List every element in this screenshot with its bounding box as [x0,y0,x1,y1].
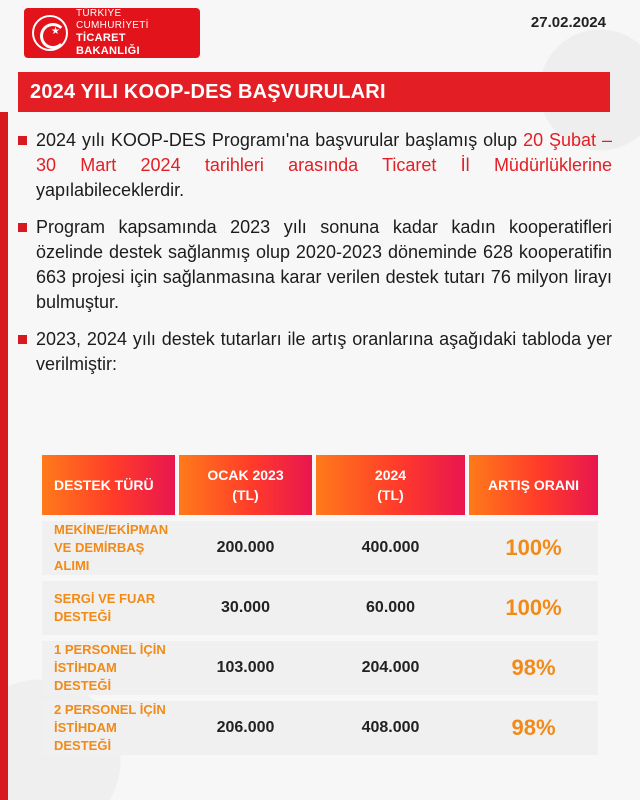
increase-rate-cell: 100% [505,595,562,620]
support-type-line: DESTEĞİ [54,609,112,624]
table-header-row [42,455,598,515]
support-type-cell [42,701,175,755]
amount-2023-cell: 200.000 [216,539,275,556]
header-label: DESTEK TÜRÜ [54,477,154,493]
header-label: 2024 [374,467,407,483]
support-type-line: İSTİHDAM DESTEĞİ [54,720,117,753]
column-header-support-type [42,455,175,515]
logo-line-1: TÜRKİYE CUMHURİYETİ [76,7,149,31]
amount-2023-cell: 206.000 [216,719,275,736]
support-type-line: 1 PERSONEL İÇİN [54,642,166,657]
support-type-line: MEKİNE/EKİPMAN [54,522,169,537]
bullet-item [14,327,612,377]
support-type-line: İSTİHDAM DESTEĞİ [54,660,117,693]
table-row [42,521,598,575]
bullet-text: Program kapsamında 2023 yılı sonuna kadar kadın kooperatifleri özelinde destek sağlanmış olup 2020-2023 döneminde 628 kooperatifin 663 projesi için sağlanmasına karar verilen destek tutarı 76 milyon lirayı bulmuştur. [36,217,612,312]
bullet-text-part: yapılabileceklerdir. [36,180,185,200]
header-unit: (TL) [377,487,404,503]
increase-rate-cell: 98% [511,715,556,740]
logo-line-2: TİCARET BAKANLIĞI [76,31,140,57]
bullet-highlight: 20 Şubat – 30 Mart 2024 tarihleri arasında Ticaret İl Müdürlüklerine [36,130,612,175]
amount-2024-cell: 60.000 [366,599,415,616]
column-header-increase-rate [469,455,598,515]
publication-date: 27.02.2024 [530,14,606,31]
increase-rate-cell: 100% [505,535,562,560]
amount-2023-cell: 30.000 [221,599,270,616]
bullet-list [14,128,612,389]
support-type-cell [42,521,175,575]
bullet-text-part: 2024 yılı KOOP-DES Programı'na başvurular başlamış olup [36,130,524,150]
ministry-logo [24,8,200,58]
bullet-item [14,128,612,203]
amount-2024-cell: 400.000 [361,539,420,556]
support-type-line: 2 PERSONEL İÇİN [54,702,166,717]
bullet-square-icon [18,136,27,145]
bullet-square-icon [18,223,27,232]
header-label: ARTIŞ ORANI [488,477,579,493]
support-type-line: VE DEMİRBAŞ ALIMI [54,540,145,573]
table-row [42,701,598,755]
table-row [42,641,598,695]
header-unit: (TL) [232,487,259,503]
title-bar [18,72,610,112]
support-type-line: SERGİ VE FUAR [54,591,156,606]
column-header-jan-2023 [179,455,312,515]
column-header-2024 [316,455,465,515]
header-label: OCAK 2023 [207,467,284,483]
crescent-star-icon [32,15,68,51]
support-table [42,455,598,755]
bullet-item [14,215,612,315]
left-accent-stripe [0,112,8,800]
increase-rate-cell: 98% [511,655,556,680]
amount-2023-cell: 103.000 [216,659,275,676]
bullet-text: 2023, 2024 yılı destek tutarları ile artış oranlarına aşağıdaki tabloda yer verilmiştir: [36,329,612,374]
logo-text [76,8,192,58]
support-type-cell [42,641,175,695]
amount-2024-cell: 408.000 [361,719,420,736]
amount-2024-cell: 204.000 [361,659,420,676]
page-title: 2024 YILI KOOP-DES BAŞVURULARI [30,80,386,103]
table-row [42,581,598,635]
support-type-cell [42,581,175,635]
bullet-square-icon [18,335,27,344]
